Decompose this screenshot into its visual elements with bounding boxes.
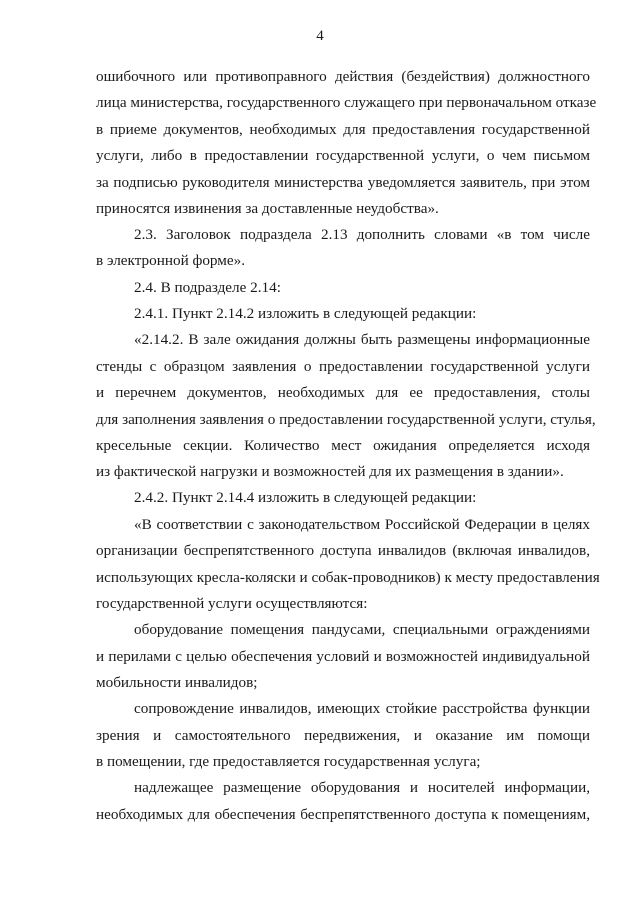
text-line: использующих кресла-коляски и собак-проводников) к месту предоставления [96,569,600,586]
text-line: за подписью руководителя министерства уведомляется заявитель, при этом [96,174,590,191]
text-line: организации беспрепятственного доступа инвалидов (включая инвалидов, [96,542,590,559]
text-line: 2.4.2. Пункт 2.14.4 изложить в следующей редакции: [134,489,477,506]
text-line: сопровождение инвалидов, имеющих стойкие расстройства функции [134,700,590,717]
text-line: 2.3. Заголовок подраздела 2.13 дополнить словами «в том числе [134,226,590,243]
text-line: в электронной форме». [96,252,246,269]
text-line: зрения и самостоятельного передвижения, и оказание им помощи [96,727,590,744]
text-line: 2.4.1. Пункт 2.14.2 изложить в следующей редакции: [134,305,477,322]
text-line: государственной услуги осуществляются: [96,595,368,612]
text-line: в помещении, где предоставляется государственная услуга; [96,753,481,770]
text-line: лица министерства, государственного служащего при первоначальном отказе [96,94,597,111]
text-line: в приеме документов, необходимых для предоставления государственной [96,121,590,138]
text-line: «2.14.2. В зале ожидания должны быть размещены информационные [134,331,590,348]
text-line: услуги, либо в предоставлении государственной услуги, о чем письмом [96,147,590,164]
text-line: мобильности инвалидов; [96,674,258,691]
section-heading: 2.4. В подразделе 2.14: [134,279,281,296]
text-line: стенды с образцом заявления о предоставлении государственной услуги [96,358,590,375]
text-line: «В соответствии с законодательством Российской Федерации в целях [134,516,590,533]
page-number: 4 [316,28,324,44]
text-line: надлежащее размещение оборудования и носителей информации, [134,779,590,796]
text-line: оборудование помещения пандусами, специальными ограждениями [134,621,590,638]
text-line: необходимых для обеспечения беспрепятственного доступа к помещениям, [96,806,590,823]
text-line: кресельные секции. Количество мест ожидания определяется исходя [96,437,590,454]
text-line: для заполнения заявления о предоставлении государственной услуги, стулья, [96,411,596,428]
text-line: приносятся извинения за доставленные неудобства». [96,200,439,217]
text-line: из фактической нагрузки и возможностей для их размещения в здании». [96,463,564,480]
text-line: и перечнем документов, необходимых для ее предоставления, столы [96,384,590,401]
text-line: и перилами с целью обеспечения условий и возможностей индивидуальной [96,648,590,665]
text-line: ошибочного или противоправного действия (бездействия) должностного [96,68,590,85]
